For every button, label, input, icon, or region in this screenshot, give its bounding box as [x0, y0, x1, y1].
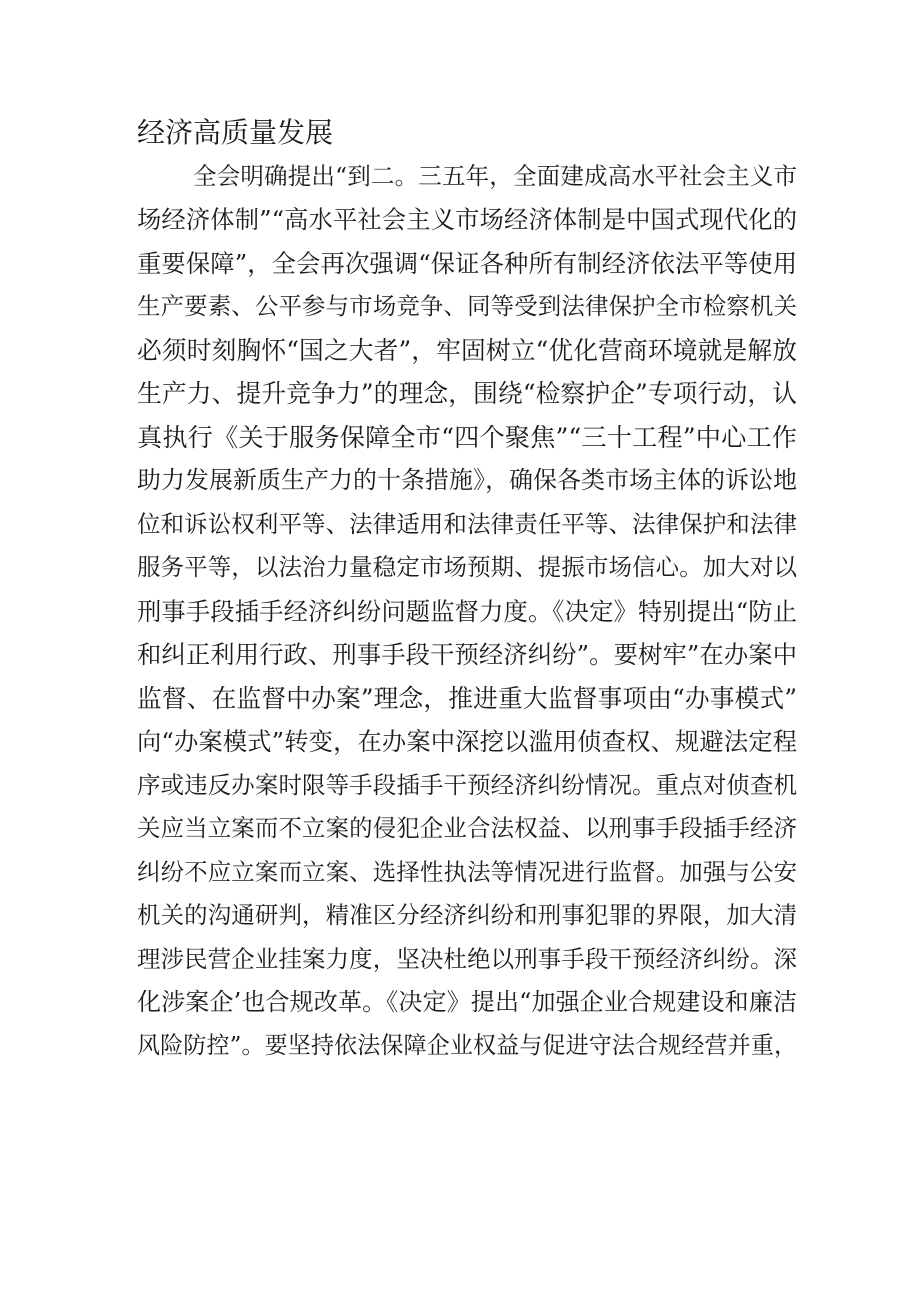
text-line-11: 服务平等，以法治力量稳定市场预期、提振市场信心。加大对以: [137, 553, 797, 581]
text-line-18: 纠纷不应立案而立案、选择性执法等情况进行监督。加强与公安: [137, 857, 797, 886]
text-line-7: 生产力、提升竞争力”的理念，围绕“检察护企”专项行动，认: [137, 379, 797, 408]
text-line-17: 关应当立案而不立案的侵犯企业合法权益、以刑事手段插手经济: [137, 814, 797, 842]
text-line-9: 助力发展新质生产力的十条措施》，确保各类市场主体的诉讼地: [137, 466, 797, 494]
text-line-2: 全会明确提出“到二。三五年，全面建成高水平社会主义市: [193, 161, 797, 190]
text-line-22: 风险防控”。要坚持依法保障企业权益与促进守法合规经营并重，: [137, 1032, 797, 1059]
text-line-15: 向“办案模式”转变，在办案中深挖以滥用侦查权、规避法定程: [137, 727, 797, 756]
text-line-6: 必须时刻胸怀“国之大者”，牢固树立“优化营商环境就是解放: [137, 335, 797, 365]
text-line-14: 监督、在监督中办案”理念，推进重大监督事项由“办事模式”: [137, 683, 797, 713]
document-body: [137, 111, 797, 1068]
text-line-19: 机关的沟通研判，精准区分经济纠纷和刑事犯罪的界限，加大清: [137, 901, 797, 929]
text-line-8: 真执行《关于服务保障全市“四个聚焦”“三十工程”中心工作: [137, 422, 797, 452]
text-line-21: 化涉案企’也合规改革。《决定》提出“加强企业合规建设和廉洁: [137, 988, 797, 1016]
text-line-16: 序或违反办案时限等手段插手干预经济纠纷情况。重点对侦查机: [137, 770, 797, 799]
text-line-12: 刑事手段插手经济纠纷问题监督力度。《决定》特别提出“防止: [137, 596, 797, 626]
text-line-20: 理涉民营企业挂案力度，坚决杜绝以刑事手段干预经济纠纷。深: [137, 944, 797, 973]
text-line-1: 经济高质量发展: [137, 116, 334, 149]
text-line-5: 生产要素、公平参与市场竞争、同等受到法律保护全市检察机关: [137, 292, 797, 320]
text-line-10: 位和诉讼权利平等、法律适用和法律责任平等、法律保护和法律: [137, 509, 797, 538]
text-line-13: 和纠正利用行政、刑事手段干预经济纠纷”。要树牢”在办案中: [137, 640, 797, 669]
text-line-3: 场经济体制”“高水平社会主义市场经济体制是中国式现代化的: [137, 205, 797, 234]
text-line-4: 重要保障”，全会再次强调“保证各种所有制经济依法平等使用: [137, 248, 797, 278]
